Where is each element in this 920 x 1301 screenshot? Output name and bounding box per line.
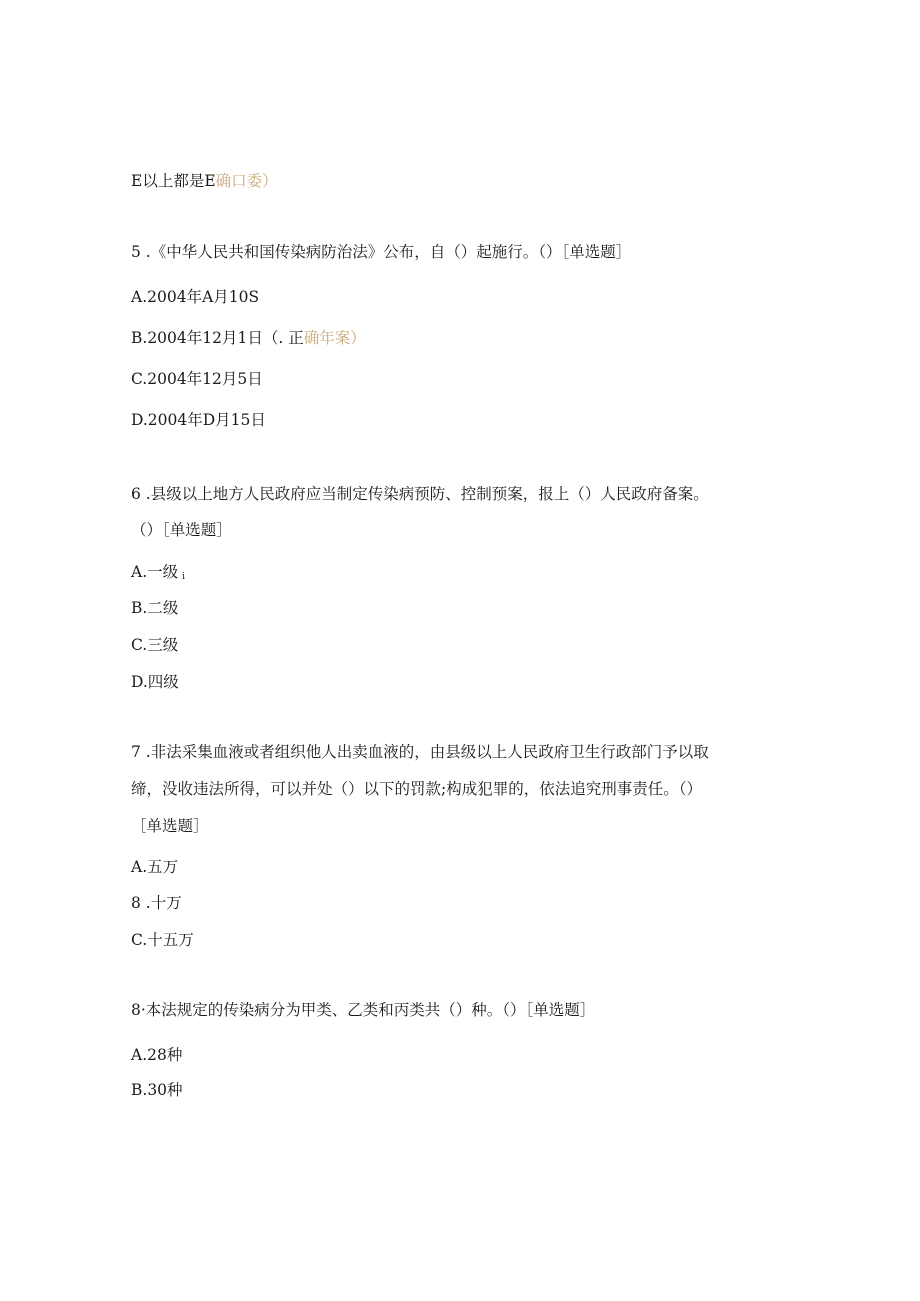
q7-stem-line3: ［单选题］	[131, 817, 209, 835]
q5-option-b-text: B.2004年12月1日（. 正	[131, 329, 304, 347]
q7-option-a[interactable]: A.五万	[131, 858, 179, 876]
q5-option-a[interactable]: A.2004年A月10S	[131, 288, 260, 306]
q6-option-a-text: A.一级	[131, 563, 179, 581]
q6-option-b[interactable]: B.二级	[131, 599, 179, 617]
q6-stem-line2: （）［单选题］	[131, 521, 232, 539]
q5-option-c[interactable]: C.2004年12月5日	[131, 370, 263, 388]
q8-option-b[interactable]: B.30种	[131, 1081, 183, 1099]
prev-option-answer-hint: 确口委）	[215, 172, 278, 190]
q6-option-a[interactable]	[131, 562, 185, 587]
q8-stem: 8·本法规定的传染病分为甲类、乙类和丙类共（）种。（）［单选题］	[131, 1001, 596, 1019]
q5-option-b[interactable]	[131, 328, 366, 348]
q6-option-d[interactable]: D.四级	[131, 673, 179, 691]
q7-stem-line2: 缔，没收违法所得，可以并处（）以下的罚款;构成犯罪的，依法追究刑事责任。（）	[131, 780, 702, 798]
q5-stem: 5 .《中华人民共和国传染病防治法》公布，自（）起施行。（）［单选题］	[131, 243, 632, 261]
prev-option-text: E以上都是E	[131, 172, 216, 190]
q6-option-a-mark: i	[182, 572, 186, 582]
q5-option-d[interactable]: D.2004年D月15日	[131, 411, 266, 429]
q5-option-b-answer-hint: 确年案）	[303, 329, 366, 347]
q7-option-c[interactable]: C.十五万	[131, 931, 194, 949]
prev-option-e	[131, 171, 278, 191]
q8-option-a[interactable]: A.28种	[131, 1046, 183, 1064]
q7-option-b[interactable]: 8 .十万	[131, 894, 182, 912]
q6-option-c[interactable]: C.三级	[131, 636, 179, 654]
q6-stem-line1: 6 .县级以上地方人民政府应当制定传染病预防、控制预案，报上（）人民政府备案。	[131, 485, 709, 503]
q7-stem-line1: 7 .非法采集血液或者组织他人出卖血液的，由县级以上人民政府卫生行政部门予以取	[131, 743, 709, 761]
